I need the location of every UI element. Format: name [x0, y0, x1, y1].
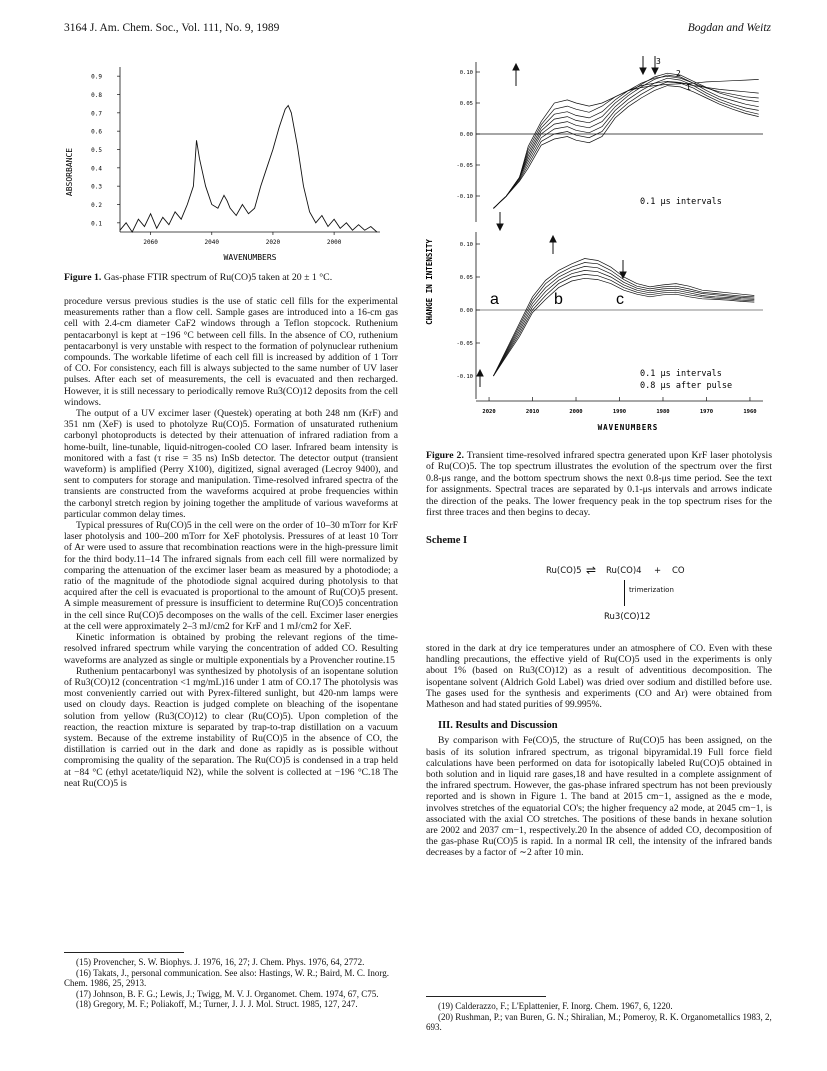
footnote: (18) Gregory, M. F.; Poliakoff, M.; Turner, J. J. J. Mol. Struct. 1985, 127, 247.	[76, 999, 358, 1010]
fig2-bot-ytick-label: 0.10	[459, 242, 473, 248]
fig2-peak-c: c	[616, 291, 624, 308]
fig2-trace-label-2: 2	[676, 69, 681, 78]
fig2-xtick-label: 1990	[612, 409, 627, 415]
scheme-final: Ru3(CO)12	[604, 612, 651, 622]
fig2-bottom-trace	[493, 274, 754, 376]
fig2-caption-label: Figure 2.	[426, 450, 464, 461]
fig1-ytick-label: 0.2	[91, 202, 102, 209]
figure-2-chart	[418, 54, 778, 479]
right-footnotes	[426, 996, 772, 1033]
fig2-arrowhead	[640, 68, 646, 74]
fig2-xtick-label: 1980	[656, 409, 670, 415]
paragraph: By comparison with Fe(CO)5, the structure of Ru(CO)5 has been assigned, on the basis of its solution infrared spectrum, as trigonal bipyramidal.19 Full force field calculations have been performed on data for isotopically labeled Ru(CO)5 obtained in both solution and in liquid rare gases,18 and have resulted in a complete assignment of the infrared spectrum. However, the gas-phase infrared spectrum has not been previously reported and is shown in Figure 1. The band at 2015 cm−1, assigned as the e mode, involves stretches of the equatorial CO's; the higher frequency a2 mode, at 2045 cm−1, is associated with the axial CO stretches. The positions of these bands in hexane solution are 2002 and 2037 cm−1, respectively.20 In the absence of added CO, decomposition of the gas-phase Ru(CO)5 is rapid. In a normal IR cell, the intensity of the infrared bands decreases by a factor of ∼2 after 10 min.	[426, 735, 772, 859]
fig2-arrowhead	[497, 224, 503, 230]
fig2-bottom-trace	[493, 270, 754, 376]
figure-2-caption	[426, 450, 772, 518]
figure-1-chart	[60, 62, 390, 272]
paragraph: Typical pressures of Ru(CO)5 in the cell were on the order of 10–30 mTorr for KrF laser photolysis and 100–200 mTorr for XeF photolysis. Pressures of at least 10 Torr of Ar were used to assure that recombination reactions were in the high-pressure limit for the third body.11–14 The infrared signals from each cell fill were normalized by comparing the attenuation of the excimer laser beam as measured by a photodiode; a ratio of the magnitude of the photodiode signal acquired during photolysis to that acquired after the cell is evacuated is proportional to the amount of Ru(CO)5 present. A simple measurement of pressure is insufficient to determine Ru(CO)5 concentration in the cell since Ru(CO)5 decomposes on the walls of the cell. Excimer laser energies at the cell were approximately 2–3 mJ/cm2 for KrF and 1 mJ/cm2 for XeF.	[64, 520, 398, 632]
right-column-text	[426, 643, 772, 859]
fig2-xtick-label: 2000	[569, 409, 583, 415]
fig2-arrowhead	[513, 64, 519, 70]
fig1-ytick-label: 0.6	[91, 128, 102, 136]
fig2-bottom-legend-2: 0.8 μs after pulse	[640, 381, 733, 391]
fig2-xtick-label: 1970	[699, 409, 714, 415]
fig1-ytick-label: 0.7	[91, 110, 102, 118]
fig2-xlabel: WAVENUMBERS	[597, 423, 659, 432]
fig1-spectrum-line	[120, 106, 377, 233]
fig1-xlabel: WAVENUMBERS	[223, 253, 277, 262]
fig2-bot-ytick-label: -0.05	[456, 341, 473, 347]
fig1-caption-text: Gas-phase FTIR spectrum of Ru(CO)5 taken at 20 ± 1 °C.	[103, 272, 333, 283]
fig2-top-trace	[493, 76, 758, 208]
left-footnotes	[64, 952, 398, 1010]
footnote-rule	[426, 996, 546, 997]
section-title: III. Results and Discussion	[438, 720, 558, 732]
footnote: (19) Calderazzo, F.; L'Eplattenier, F. Inorg. Chem. 1967, 6, 1220.	[438, 1001, 673, 1011]
paragraph: Kinetic information is obtained by probing the relevant regions of the time-resolved infrared spectrum while varying the concentration of added CO. Resulting waveforms are analyzed as single or multiple exponentials by a Provencher routine.15	[64, 632, 398, 666]
fig2-top-ytick-label: -0.05	[456, 163, 473, 169]
footnote: (20) Rushman, P.; van Buren, G. N.; Shiralian, M.; Pomeroy, R. K. Organometallics 1983, 2, 693.	[426, 1011, 772, 1033]
fig2-ylabel: CHANGE IN INTENSITY	[425, 239, 434, 325]
footnote-rule	[64, 952, 184, 953]
fig2-arrowhead	[477, 370, 483, 376]
fig2-xtick-label: 2020	[482, 409, 496, 415]
scheme-product1: Ru(CO)4	[606, 566, 642, 576]
fig2-xtick-label: 1960	[743, 409, 757, 415]
fig1-ytick-label: 0.9	[91, 73, 102, 81]
fig1-xtick-label: 2020	[265, 239, 281, 246]
journal-header: 3164 J. Am. Chem. Soc., Vol. 111, No. 9, 1989	[64, 22, 280, 34]
fig2-bottom-legend-1: 0.1 μs intervals	[640, 369, 722, 379]
scheme-step: trimerization	[629, 586, 674, 594]
fig2-top-ytick-label: -0.10	[456, 194, 473, 200]
fig1-ytick-label: 0.4	[91, 165, 102, 173]
scheme-plus: +	[654, 566, 662, 576]
fig2-bottom-trace	[493, 266, 754, 376]
fig2-bottom-trace	[493, 263, 754, 377]
fig1-xtick-label: 2060	[143, 239, 158, 246]
fig1-ytick-label: 0.8	[91, 92, 102, 99]
fig1-xtick-label: 2000	[326, 239, 342, 246]
footnote: (16) Takats, J., personal communication. See also: Hastings, W. R.; Baird, M. C. Inorg. Chem. 1986, 25, 2913.	[64, 967, 390, 989]
fig2-top-legend: 0.1 μs intervals	[640, 197, 722, 207]
fig2-top-ytick-label: 0.00	[459, 132, 473, 138]
footnote: (15) Provencher, S. W. Biophys. J. 1976, 16, 27; J. Chem. Phys. 1976, 64, 2772.	[76, 957, 365, 967]
fig2-peak-b: b	[554, 291, 563, 308]
figure-1-caption	[64, 272, 398, 283]
fig2-top-ytick-label: 0.10	[459, 70, 473, 76]
paragraph: The output of a UV excimer laser (Questek) operating at both 248 nm (KrF) and 351 nm (XeF) is used to photolyze Ru(CO)5. Formation of unsaturated ruthenium carbonyl photoproducts is detected by their attenuation of infrared radiation from a home-built, line-tunable, liquid-nitrogen-cooled CO laser. Infrared beam intensity is monitored with a fast (τ rise = 35 ns) InSb detector. The detector output (transient waveform) is amplified (Perry X100), digitized, signal averaged (Lecroy 9400), and sent to computers for storage and manipulation. Time-resolved infrared spectra of the transients are constructed from the waveforms acquired at probe frequencies within the carbonyl stretch region by joining together the amplitude of various waveforms at particular common delay times.	[64, 408, 398, 520]
paragraph: Ruthenium pentacarbonyl was synthesized by photolysis of an isopentane solution of Ru3(CO)12 (concentration <1 mg/mL)16 under 1 atm of CO.17 The photolysis was most conveniently carried out with Pyrex-filtered sunlight, but 420-nm lamps were used on cloudy days. Reaction is judged complete on bleaching of the isopentane solution from yellow (Ru3(CO)12) to clear (Ru(CO)5). Upon completion of the reaction, the reaction mixture is separated by trap-to-trap distillation on a vacuum system. Because of the extreme instability of Ru(CO)5 in the absence of CO, the distillation is carried out in the dark and done as rapidly as is possible without compromising the quality of the separation. The Ru(CO)5 is condensed in a trap held at −84 °C (ethyl acetate/liquid N2), while the solvent is collected at −196 °C.18 The neat Ru(CO)5 is	[64, 665, 398, 789]
fig2-bot-ytick-label: 0.05	[459, 275, 473, 281]
fig2-caption-text: Transient time-resolved infrared spectra generated upon KrF laser photolysis of Ru(CO)5. The top spectrum illustrates the evolution of the spectrum over the first 0.8-μs range, and the bottom spectrum shows the next 0.8-μs time period. See the text for assignments. Spectral traces are separated by 0.1-μs intervals and arrows indicate the direction of the peaks. The lower frequency peak in the top spectrum rises for the first three traces and then begins to decay.	[426, 450, 773, 519]
paragraph: procedure versus previous studies is the use of static cell fills for the experimental measurements rather than a flow cell. Sample gases are introduced into a 16-cm gas cell with 2.4-cm diameter CaF2 windows through a Teflon stopcock. Ruthenium pentacarbonyl is kept at −196 °C between cell fills. In the absence of CO, ruthenium pentacarbonyl is very unstable with respect to the formation of polynuclear ruthenium compounds. The workable lifetime of each cell fill is increased by addition of 1 Torr of CO. For consistency, each fill is always subjected to the same number of UV laser pulses. After each set of measurements, the cell is evacuated and then recharged. However, it is still necessary to periodically remove Ru3(CO)12 deposits from the cell windows.	[64, 296, 398, 408]
footnote: (17) Johnson, B. F. G.; Lewis, J.; Twigg, M. V. J. Organomet. Chem. 1974, 67, C75.	[76, 988, 379, 999]
left-column-text	[64, 296, 398, 789]
scheme-equilibrium-arrow: ⇌	[586, 563, 597, 577]
fig2-bot-ytick-label: -0.10	[456, 374, 473, 380]
scheme-title: Scheme I	[426, 535, 468, 546]
fig2-peak-a: a	[490, 291, 499, 308]
fig2-top-trace	[493, 73, 758, 208]
fig2-arrowhead	[550, 236, 556, 242]
page-header	[0, 22, 827, 38]
fig1-ytick-label: 0.5	[91, 147, 102, 154]
fig2-trace-label-3: 3	[656, 57, 661, 66]
fig1-ytick-label: 0.3	[91, 183, 102, 191]
fig1-xtick-label: 2040	[204, 239, 219, 246]
paragraph: stored in the dark at dry ice temperatures under an atmosphere of CO. Even with these handling precautions, the effective yield of Ru(CO)5 used in the experiments is only about 1% (based on Ru3(CO)12) as a result of adventitious decomposition. The isopentane solvent (Aldrich Gold Label) was dried over sodium and distilled before use. The gases used for the synthesis and experiments (CO and Ar) were obtained from Matheson and had stated purities of 99.995%.	[426, 643, 772, 711]
fig2-trace-label-1: 1	[686, 83, 691, 92]
fig1-ylabel: ABSORBANCE	[65, 147, 74, 197]
scheme-product2: CO	[672, 566, 685, 576]
fig2-bot-ytick-label: 0.00	[459, 308, 473, 314]
fig1-caption-label: Figure 1.	[64, 272, 102, 283]
fig2-arrowhead	[652, 68, 658, 74]
fig2-top-trace	[493, 81, 758, 208]
scheme-1	[426, 552, 772, 652]
fig2-top-ytick-label: 0.05	[459, 101, 473, 107]
fig2-xtick-label: 2010	[525, 409, 540, 415]
scheme-reactant: Ru(CO)5	[546, 566, 582, 576]
author-header: Bogdan and Weitz	[687, 22, 771, 34]
fig2-top-trace	[493, 86, 758, 209]
fig1-ytick-label: 0.1	[91, 220, 102, 228]
scheme-down-arrow	[624, 580, 625, 606]
